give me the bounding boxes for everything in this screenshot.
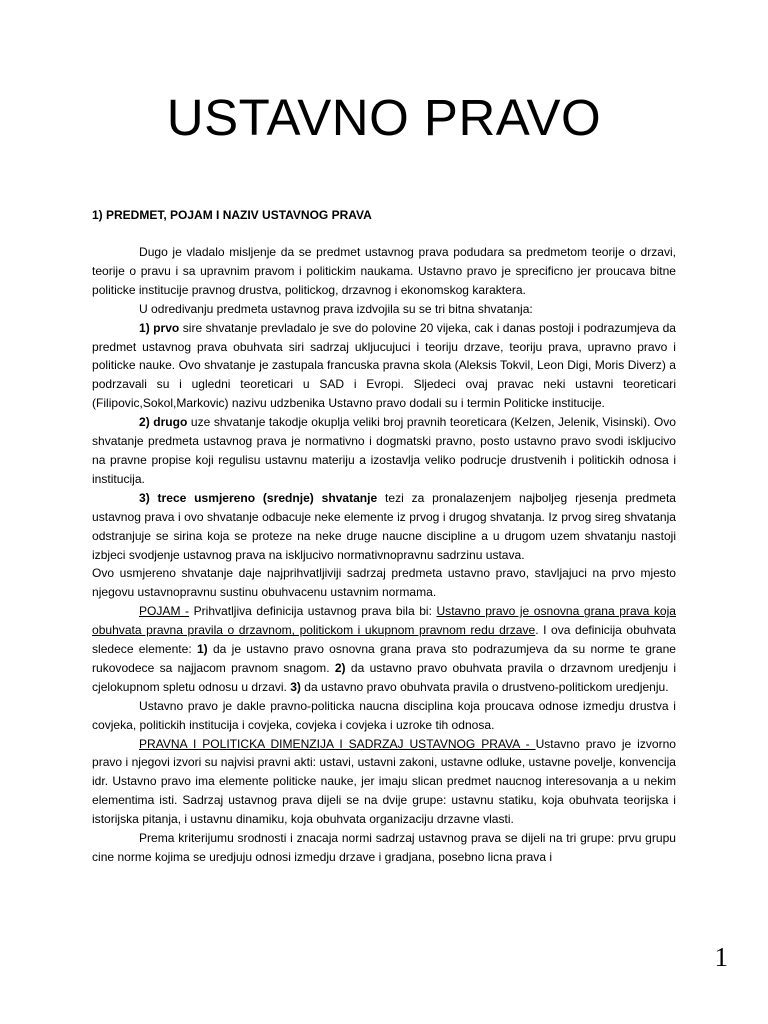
third-view-text: tezi za pronalazenjem najboljeg rjesenja predmeta ustavnog prava i ovo shvatanje odbacuje neke elemente iz prvog i drugog shvatanja. Iz prvog sireg shvatanja odstranjuje se sirina koja se proteze na neke druge naucne discipline a u drugom uzem shvatanju nastoji izbjeci svodjenje ustavnog prava na iskljucivo normativnopravnu sadrzinu ustava. xyxy=(92,490,677,562)
paragraph-second-view xyxy=(92,413,676,489)
paragraph-directed-view: Ovo usmjereno shvatanje daje najprihvatljiviji sadrzaj predmeta ustavno pravo, stavljajuci na prvo mjesto njegovu ustavnopravnu sustinu obuhvacenu ustavnim normama. xyxy=(92,566,676,600)
page-title: USTAVNO PRAVO xyxy=(166,89,602,146)
paragraph-criteria: Prema kriterijumu srodnosti i znacaja normi sadrzaj ustavnog prava se dijeli na tri grupe: prvu grupu cine norme kojima se uredjuju odnosi izmedju drzave i gradjana, posebno licna prava i xyxy=(92,831,676,864)
definition-elements-intro: . I ova definicija obuhvata sledece elemente: xyxy=(92,623,676,657)
dimension-label: PRAVNA I POLITICKA DIMENZIJA I SADRZAJ USTAVNOG PRAVA - xyxy=(139,736,536,751)
document-body xyxy=(92,243,676,867)
page-number: 1 xyxy=(714,942,728,972)
element-1-number: 1) xyxy=(196,642,208,657)
paragraph-definition xyxy=(92,602,676,697)
element-1-text: da je ustavno pravo osnovna grana prava sto podrazumjeva da su norme te grane rukovodece sa najjacom pravnom snagom. xyxy=(92,642,677,675)
definition-label: POJAM - xyxy=(139,604,190,619)
first-view-lead: 1) prvo xyxy=(139,320,180,335)
paragraph-discipline: Ustavno pravo je dakle pravno-politicka naucna disciplina koja proucava odnose izmedju drustva i covjeka, politickih institucija i covjeka, covjeka i covjeka i uzroke tih odnosa. xyxy=(92,698,676,732)
paragraph-dimension xyxy=(92,735,676,830)
second-view-lead: 2) drugo xyxy=(139,415,188,430)
element-3-text: da ustavno pravo obuhvata pravila o drustveno-politickom uredjenju. xyxy=(300,679,669,694)
element-2-number: 2) xyxy=(334,660,346,675)
first-view-text: sire shvatanje prevladalo je sve do polovine 20 vijeka, cak i danas postoji i podrazumjeva da predmet ustavnog prava obuhvata siri sadrzaj ukljucujuci i teoriju drzave, teoriju prava, upravno pravo i politicke nauke. Ovo shvatanje je zastupala francuska pravna skola (Aleksis Tokvil, Leon Digi, Moris Diverz) a podrzavali su i ugledni teoreticari u SAD i Evropi. Sljedeci ovaj pravac neki ustavni teoreticari (Filipovic,Sokol,Markovic) nazivu udzbenika Ustavno pravo dodali su i termin Politicke institucije. xyxy=(92,320,676,411)
paragraph-first-view xyxy=(92,319,676,414)
dimension-text: Ustavno pravo je izvorno pravo i njegovi izvori su najvisi pravni akti: ustavi, ustavni zakoni, ustavne odluke, ustavne povelje, konvencija idr. Ustavno pravo ima elemente politicke nauke, jer imaju slican predmet naucnog interesovanja a u nekim elementima isti. Sadrzaj ustavnog prava dijeli se na dvije grupe: ustavnu statiku, koja obuhvata teorijska i istorijska pitanja, i ustavnu dinamiku, koja obuhvata organizaciju drzavne vlasti. xyxy=(92,736,676,827)
element-2-text: da ustavno pravo obuhvata pravila o drzavnom uredjenju i cjelokupnom spletu odnosu u drzavi. xyxy=(92,660,676,694)
element-3-number: 3) xyxy=(290,679,301,694)
paragraph-third-view xyxy=(92,489,676,565)
definition-statement: Ustavno pravo je osnovna grana prava koja obuhvata pravna pravila o drzavnom, politickom i ukupnom pravnom redu drzave xyxy=(92,604,676,638)
section-heading: 1) PREDMET, POJAM I NAZIV USTAVNOG PRAVA xyxy=(92,208,372,222)
paragraph-intro: Dugo je vladalo misljenje da se predmet ustavnog prava podudara sa predmetom teorije o drzavi, teorije o pravu i sa upravnim pravom i politickim naukama. Ustavno pravo je sprecificno jer proucava bitne politicke institucije pravnog drustva, politickog, drzavnog i ekonomskog karaktera. xyxy=(92,245,676,297)
third-view-lead: 3) trece usmjereno (srednje) shvatanje xyxy=(139,490,378,505)
second-view-text: uze shvatanje takodje okuplja veliki broj pravnih teoreticara (Kelzen, Jelenik, Visinski). Ovo shvatanje predmeta ustavnog prava je normativno i dogmatski pravno, posto ustavno pravo svodi iskljucivo na pravne propise koji regulisu ustavnu materiju a izostavlja veliko podrucje drustvenih i politickih odnosa i institucija. xyxy=(92,415,676,486)
paragraph-three-views: U odredivanju predmeta ustavnog prava izdvojila su se tri bitna shvatanja: xyxy=(139,301,533,316)
definition-intro: Prihvatljiva definicija ustavnog prava bila bi: xyxy=(189,604,437,619)
